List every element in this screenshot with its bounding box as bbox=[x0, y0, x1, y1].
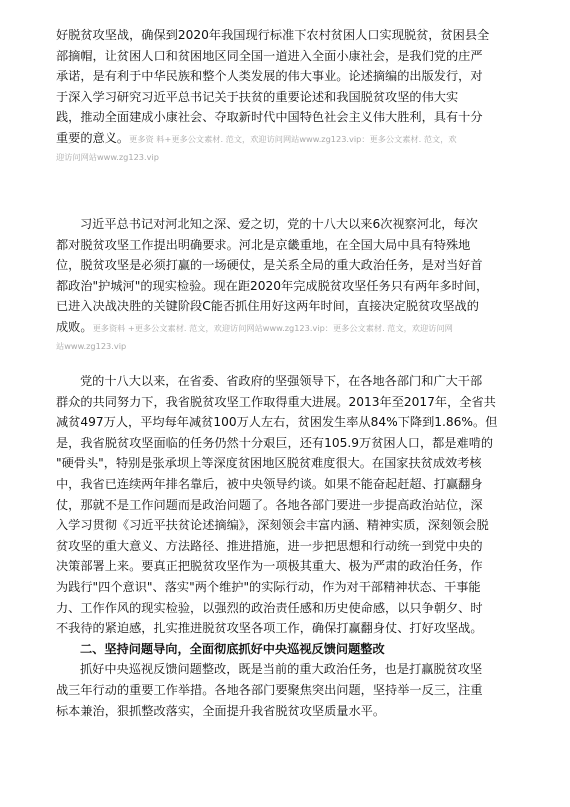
text-line: 决策部署上来。要真正把脱贫攻坚作为一项极其重大、极为严肃的政治任务，作 bbox=[56, 559, 483, 574]
text-line: 党的十八大以来，在省委、省政府的坚强领导下，在各地各部门和广大干部 bbox=[80, 374, 483, 388]
paragraph-tail: 重要的意义。 bbox=[56, 130, 130, 145]
text-line: 于深入学习研究习近平总书记关于扶贫的重要论述和我国脱贫攻坚的伟大实 bbox=[56, 89, 459, 104]
text-line: "硬骨头"，特别是张承坝上等深度贫困地区脱贫难度很大。在国家扶贫成效考核 bbox=[56, 456, 482, 471]
paragraph-2 bbox=[56, 214, 520, 353]
text-line: 习近平总书记对河北知之深、爱之切，党的十八大以来6次视察河北，每次 bbox=[80, 217, 478, 231]
paragraph-1 bbox=[56, 25, 520, 164]
section-heading: 二、坚持问题导向，全面彻底抓好中央巡视反馈问题整改 bbox=[80, 641, 385, 656]
watermark-text: 迎访问网站www.zg123.vip bbox=[56, 151, 159, 162]
text-line: 是，我省脱贫攻坚面临的任务仍然十分艰巨，还有105.9万贫困人口，都是难啃的 bbox=[56, 435, 494, 450]
text-line: 贫攻坚的重大意义、方法路径、推进措施，进一步把思想和行动统一到党中央的 bbox=[56, 538, 483, 553]
paragraph-3 bbox=[56, 371, 520, 721]
text-line: 抓好中央巡视反馈问题整改，既是当前的重大政治任务，也是打赢脱贫攻坚 bbox=[80, 662, 483, 677]
text-line: 位，脱贫攻坚是必须打赢的一场硬仗，是关系全局的重大政治任务，是对当好首 bbox=[56, 258, 483, 273]
text-line: 践，推动全面建成小康社会、夺取新时代中国特色社会主义伟大胜利，具有十分 bbox=[56, 110, 483, 125]
watermark-text: 更多资料 +更多公文素材. 范文，欢迎访问网站www.zg123.vip：更多公文素材. 范文，欢迎访问网 bbox=[92, 322, 453, 333]
watermark-text: 站www.zg123.vip bbox=[56, 340, 127, 351]
text-line: 好脱贫攻坚战，确保到2020年我国现行标准下农村贫困人口实现脱贫，贫困县全 bbox=[56, 28, 490, 42]
text-line bbox=[56, 317, 520, 338]
text-line bbox=[56, 128, 520, 149]
text-line: 减贫497万人，平均每年减贫100万人左右，贫困发生率从84%下降到1.86%。但 bbox=[56, 415, 498, 430]
text-line: 仗，那就不是工作问题而是政治问题了。各地各部门要进一步提高政治站位，深 bbox=[56, 497, 483, 512]
text-line: 群众的共同努力下，我省脱贫攻坚工作取得重大进展。2013年至2017年，全省共 bbox=[56, 394, 496, 409]
text-line: 部摘帽，让贫困人口和贫困地区同全国一道进入全面小康社会，是我们党的庄严 bbox=[56, 48, 483, 63]
text-line: 力、工作作风的现实检验，以强烈的政治责任感和历史使命感，以只争朝夕、时 bbox=[56, 600, 483, 615]
watermark-text: 更多资 料+更多公文素材. 范文，欢迎访问网站www.zg123.vip：更多公文素材. 范文，欢 bbox=[129, 133, 457, 144]
paragraph-tail: 成败。 bbox=[56, 319, 93, 334]
text-line: 中，我省已连续两年排名靠后，被中央领导约谈。如果不能奋起赶超、打赢翻身 bbox=[56, 476, 483, 491]
text-line: 不我待的紧迫感，扎实推进脱贫攻坚各项工作，确保打赢翻身仗、打好攻坚战。 bbox=[56, 621, 483, 636]
text-line: 为践行"四个意识"、落实"两个维护"的实际行动，作为对干部精神状态、干事能 bbox=[56, 579, 481, 594]
text-line: 已进入决战决胜的关键阶段C能否抓住用好这两年时间，直接决定脱贫攻坚战的 bbox=[56, 299, 479, 314]
text-line: 标本兼治，狠抓整改落实，全面提升我省脱贫攻坚质量水平。 bbox=[56, 703, 386, 718]
text-line: 承诺，是有利于中华民族和整个人类发展的伟大事业。论述摘编的出版发行，对 bbox=[56, 69, 483, 84]
text-line: 入学习贯彻《习近平扶贫论述摘编》，深刻领会丰富内涵、精神实质，深刻领会脱 bbox=[56, 518, 489, 533]
text-line: 都对脱贫攻坚工作提出明确要求。河北是京畿重地，在全国大局中具有特殊地 bbox=[56, 237, 471, 252]
text-line: 都政治"护城河"的现实检验。现在距2020年完成脱贫攻坚任务只有两年多时间， bbox=[56, 278, 489, 293]
text-line: 战三年行动的重要工作举措。各地各部门要聚焦突出问题，坚持举一反三，注重 bbox=[56, 682, 483, 697]
